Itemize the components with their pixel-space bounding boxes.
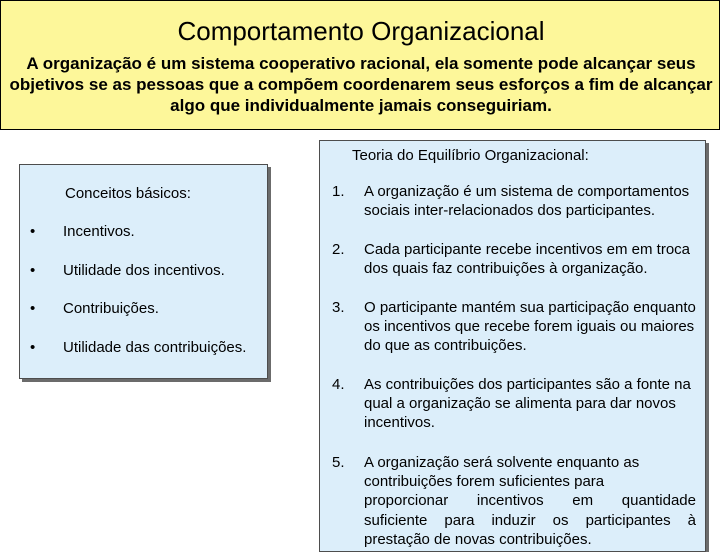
slide-title: Comportamento Organizacional [177,16,545,46]
list-item-text: Incentivos. [63,223,135,240]
list-item-text: As contribuições dos participantes são a fonte na qual a organização se alimenta para dar novos incentivos. [364,376,691,432]
list-item [20,299,267,319]
list-item-number: 5. [332,454,345,471]
bullet-icon: • [30,300,36,317]
list-item-number: 3. [332,299,345,316]
list-item [20,338,267,358]
teoria-panel [319,140,706,552]
list-item-number: 1. [332,183,345,200]
list-item-text [364,453,696,549]
list-item-number: 4. [332,376,345,393]
list-item-number: 2. [332,241,345,258]
list-item-text: Utilidade dos incentivos. [63,262,225,279]
list-item-text: A organização é um sistema de comportamentos sociais inter-relacionados dos participantes. [364,183,690,220]
list-item-text: Contribuições. [63,300,159,317]
bullet-icon: • [30,223,36,240]
conceitos-panel [19,164,268,379]
intro-line: algo que individualmente jamais conseguiriam. [170,96,552,115]
text-line: suficiente para induzir os participantes à [364,511,696,529]
conceitos-title: Conceitos básicos: [65,185,191,202]
list-item-text: O participante mantém sua participação enquanto os incentivos que recebe forem iguais ou maiores do que as contribuições. [364,299,696,355]
intro-text [9,53,713,116]
list-item [20,261,267,281]
list-item-text: Cada participante recebe incentivos em em troca dos quais faz contribuições à organização. [364,241,691,278]
header-box [0,0,720,130]
bullet-icon: • [30,339,36,356]
text-line: A organização será solvente enquanto as [364,454,640,471]
intro-line: objetivos se as pessoas que a compõem coordenarem seus esforços a fim de alcançar [9,75,713,94]
intro-line: A organização é um sistema cooperativo racional, ela somente pode alcançar seus [26,54,696,73]
text-line: prestação de novas contribuições. [364,530,592,548]
list-item-text: Utilidade das contribuições. [63,339,247,356]
text-line: proporcionar incentivos em quantidade [364,492,696,510]
bullet-icon: • [30,262,36,279]
text-line: contribuições forem suficientes para [364,473,605,491]
teoria-title: Teoria do Equilíbrio Organizacional: [352,147,589,164]
list-item [20,222,267,242]
